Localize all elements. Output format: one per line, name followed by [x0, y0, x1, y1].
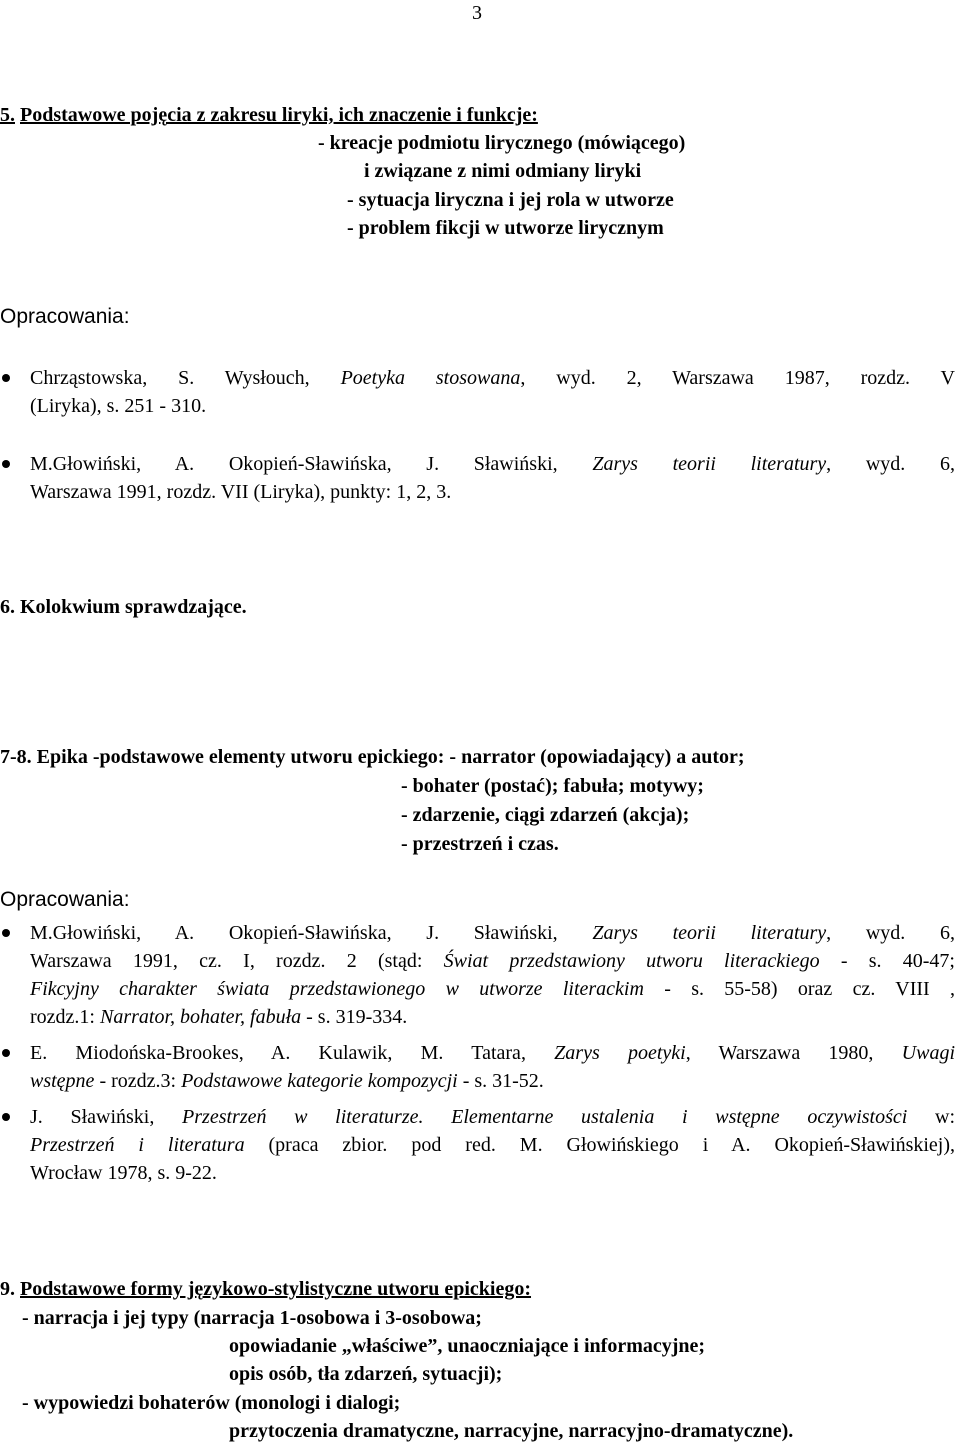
section78-title: Epika -podstawowe elementy utworu epickiego: - narrator (opowiadający) a autor; — [36, 746, 745, 768]
ref-author: M.Głowiński, A. Okopień-Sławińska, J. Sławiński, — [30, 453, 593, 475]
section5-item-2: i związane z nimi odmiany liryki — [364, 160, 642, 182]
section9-title: Podstawowe formy językowo-stylistyczne utworu epickiego: — [20, 1278, 532, 1300]
ref-title: Zarys teorii literatury — [592, 453, 827, 475]
ref-text: - s. 40-47; — [819, 950, 955, 972]
ref-text: - s. 319-334. — [301, 1006, 408, 1028]
section78-ref3-line3: Wrocław 1978, s. 9-22. — [30, 1162, 217, 1184]
section78-opracowania-label: Opracowania: — [0, 888, 130, 911]
section9-heading — [0, 1276, 531, 1302]
ref-title: Poetyka stosowana — [340, 367, 521, 389]
ref-title: Zarys teorii literatury — [592, 922, 827, 944]
section78-item-3: - przestrzeń i czas. — [401, 833, 559, 855]
bullet-icon — [2, 1049, 10, 1057]
section9-item-2: opowiadanie „właściwe”, unaoczniające i informacyjne; — [229, 1335, 706, 1357]
section5-number: 5. — [0, 104, 15, 126]
ref-title: wstępne — [30, 1070, 95, 1092]
bullet-icon — [2, 1113, 10, 1121]
ref-text: - s. 31-52. — [457, 1070, 544, 1092]
bullet-icon — [2, 929, 10, 937]
section5-item-3: - sytuacja liryczna i jej rola w utworze — [347, 189, 674, 211]
section5-title: Podstawowe pojęcia z zakresu liryki, ich znaczenie i funkcje: — [20, 104, 538, 126]
ref-author: J. Sławiński, — [30, 1106, 183, 1128]
section5-opracowania-label: Opracowania: — [0, 305, 130, 328]
ref-title: Fikcyjny charakter świata przedstawionego w utworze literackim — [30, 978, 644, 1000]
section5-heading — [0, 102, 538, 128]
section78-item-1: - bohater (postać); fabuła; motywy; — [401, 775, 704, 797]
section5-ref1-line2: (Liryka), s. 251 - 310. — [30, 395, 207, 417]
ref-title: Uwagi — [901, 1042, 955, 1064]
section5-item-1: - kreacje podmiotu lirycznego (mówiącego) — [318, 132, 686, 154]
section9-item-1: - narracja i jej typy (narracja 1-osobowa i 3-osobowa; — [22, 1307, 482, 1329]
section78-ref1-line1 — [30, 920, 955, 946]
ref-text: Warszawa 1991, cz. I, rozdz. 2 (stąd: — [30, 950, 444, 972]
bullet-icon — [2, 374, 10, 382]
ref-text: (praca zbior. pod red. M. Głowińskiego i A. Okopień-Sławińskiej), — [244, 1134, 956, 1156]
section78-ref1-line3 — [30, 976, 955, 1002]
ref-author: E. Miodońska-Brookes, A. Kulawik, M. Tatara, — [30, 1042, 555, 1064]
ref-details: , wyd. 6, — [826, 922, 955, 944]
section6-heading: 6. Kolokwium sprawdzające. — [0, 596, 247, 618]
section5-item-4: - problem fikcji w utworze lirycznym — [347, 217, 664, 239]
section5-ref1-line1 — [30, 365, 955, 391]
ref-title: Zarys poetyki — [554, 1042, 686, 1064]
page-number: 3 — [472, 2, 482, 24]
ref-text: w: — [907, 1106, 955, 1128]
ref-details: , wyd. 6, — [826, 453, 955, 475]
section78-ref3-line2 — [30, 1132, 955, 1158]
ref-text: - rozdz.3: — [94, 1070, 182, 1092]
section78-ref1-line2 — [30, 948, 955, 974]
ref-text: rozdz.1: — [30, 1006, 100, 1028]
ref-details: , wyd. 2, Warszawa 1987, rozdz. V — [520, 367, 956, 389]
ref-title: Przestrzeń i literatura — [30, 1134, 245, 1156]
section78-ref2-line1 — [30, 1040, 955, 1066]
section78-number: 7-8. — [0, 746, 32, 768]
ref-title: . Elementarne ustalenia i wstępne oczywistości — [418, 1106, 908, 1128]
ref-text: - s. 55-58) oraz cz. VIII , — [643, 978, 956, 1000]
section9-item-5: przytoczenia dramatyczne, narracyjne, narracyjno-dramatyczne). — [229, 1420, 794, 1442]
bullet-icon — [2, 460, 10, 468]
section78-ref1-line4 — [30, 1004, 407, 1030]
ref-title: Narrator, bohater, fabuła — [99, 1006, 302, 1028]
ref-title: Świat przedstawiony utworu literackiego — [443, 950, 820, 972]
section5-ref2-line2: Warszawa 1991, rozdz. VII (Liryka), punkty: 1, 2, 3. — [30, 481, 452, 503]
section78-ref3-line1 — [30, 1104, 955, 1130]
ref-title: Przestrzeń w literaturze — [182, 1106, 419, 1128]
section78-item-2: - zdarzenie, ciągi zdarzeń (akcja); — [401, 804, 690, 826]
section5-ref2-line1 — [30, 451, 955, 477]
section9-item-3: opis osób, tła zdarzeń, sytuacji); — [229, 1363, 503, 1385]
ref-title: Podstawowe kategorie kompozycji — [181, 1070, 458, 1092]
ref-author: M.Głowiński, A. Okopień-Sławińska, J. Sławiński, — [30, 922, 593, 944]
ref-author: Chrząstowska, S. Wysłouch, — [30, 367, 341, 389]
ref-text: , Warszawa 1980, — [685, 1042, 902, 1064]
section78-heading — [0, 744, 745, 770]
section9-number: 9. — [0, 1278, 15, 1300]
section78-ref2-line2 — [30, 1068, 544, 1094]
section9-item-4: - wypowiedzi bohaterów (monologi i dialogi; — [22, 1392, 401, 1414]
